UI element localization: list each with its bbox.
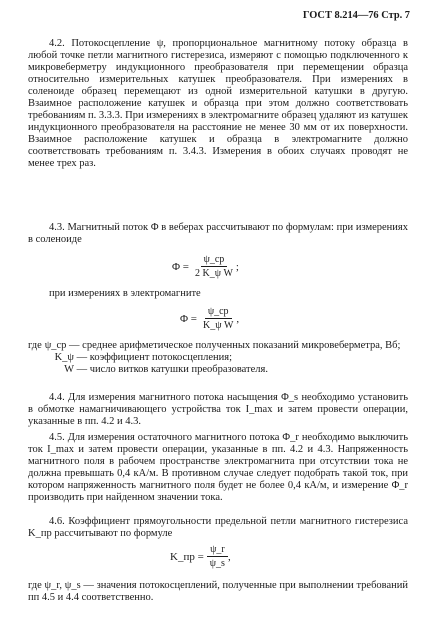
fraction-denominator: ψ_s (209, 558, 225, 569)
where-label: где (28, 340, 42, 351)
formula-tail: ; (235, 260, 239, 273)
fraction-denominator: 2 K_ψ W (195, 268, 233, 279)
definition-symbol: ψ_ср (44, 340, 67, 351)
fraction (200, 306, 236, 331)
fraction (207, 544, 228, 569)
definition-item (28, 364, 408, 376)
formula-solenoid (172, 254, 239, 279)
fraction-numerator: ψ_ср (205, 306, 232, 319)
definition-text: — число витков катушки преобразователя. (76, 364, 268, 375)
paragraph-4-4: 4.4. Для измерения магнитного потока насыщения Φ_s необходимо установить в обмотке намагничивающего устройства ток I_max и затем провести операции, указанные в пп. 4.2 и 4.3. (28, 392, 408, 427)
fraction-numerator: ψ_r (207, 544, 228, 557)
paragraph-4-2: 4.2. Потокосцепление ψ, пропорциональное магнитному потоку образца в любой точке петли магнитного гистерезиса, измеряют с помощью подключенного к микровеберметру индукционного преобразователя при перемещении образца относительно измерительных катушек преобразователя. При измерениях в соленоиде образец перемещают из одной измерительной катушки в другую. Взаимное расположение катушек и образца при этом должно соответствовать требованиям п. 3.3.3. При измерениях в электромагните образец удаляют из катушек индукционного преобразователя на расстояние не менее 30 мм от их поверхности. Взаимное расположение катушек и образца в электромагните должно соответствовать требованиям п. 3.4.3. Измерения в обоих случаях проводят не менее трех раз. (28, 38, 408, 169)
formula-tail: , (236, 312, 240, 325)
definition-text: — коэффициент потокосцепления; (76, 352, 232, 363)
formula-lhs: K_пр = (170, 550, 204, 563)
paragraph-4-5: 4.5. Для измерения остаточного магнитного потока Φ_r необходимо выключить ток I_max и затем провести операции, указанные в пп. 4.2 и 4.3. Напряженность магнитного поля в рабочем пространстве электромагнита при отсутствии тока не должна превышать 0,4 кА/м. В противном случае следует подобрать такой ток, при котором напряженность магнитного поля будет не более 0,4 кА/м, и измерение Φ_r производить при найденном значении тока. (28, 432, 408, 503)
paragraph-4-3: 4.3. Магнитный поток Φ в веберах рассчитывают по формулам: при измерениях в соленоиде (28, 222, 408, 245)
definition-item (28, 340, 408, 352)
definition-item (28, 352, 408, 364)
definition-text: — среднее арифметическое полученных показаний микровеберметра, Вб; (69, 340, 401, 351)
paragraph-4-6: 4.6. Коэффициент прямоугольности предельной петли магнитного гистерезиса K_пр рассчитывают по формуле (28, 516, 408, 539)
definition-symbol: W (64, 364, 74, 375)
formula-lhs: Φ = (172, 260, 189, 273)
paragraph-4-3-electromagnet: при измерениях в электромагните (49, 288, 201, 299)
definitions-list (28, 340, 408, 376)
fraction (192, 254, 236, 279)
final-definition: где ψ_r, ψ_s — значения потокосцеплений, полученные при выполнении требований пп 4.5 и 4.4 соответственно. (28, 580, 408, 603)
fraction-numerator: ψ_ср (201, 254, 228, 267)
fraction-denominator: K_ψ W (203, 320, 234, 331)
formula-rectangularity (170, 544, 231, 569)
page-header: ГОСТ 8.214—76 Стр. 7 (302, 10, 410, 21)
formula-lhs: Φ = (180, 312, 197, 325)
formula-electromagnet (180, 306, 239, 331)
formula-tail: , (227, 550, 231, 563)
definition-symbol: K_ψ (54, 352, 74, 363)
